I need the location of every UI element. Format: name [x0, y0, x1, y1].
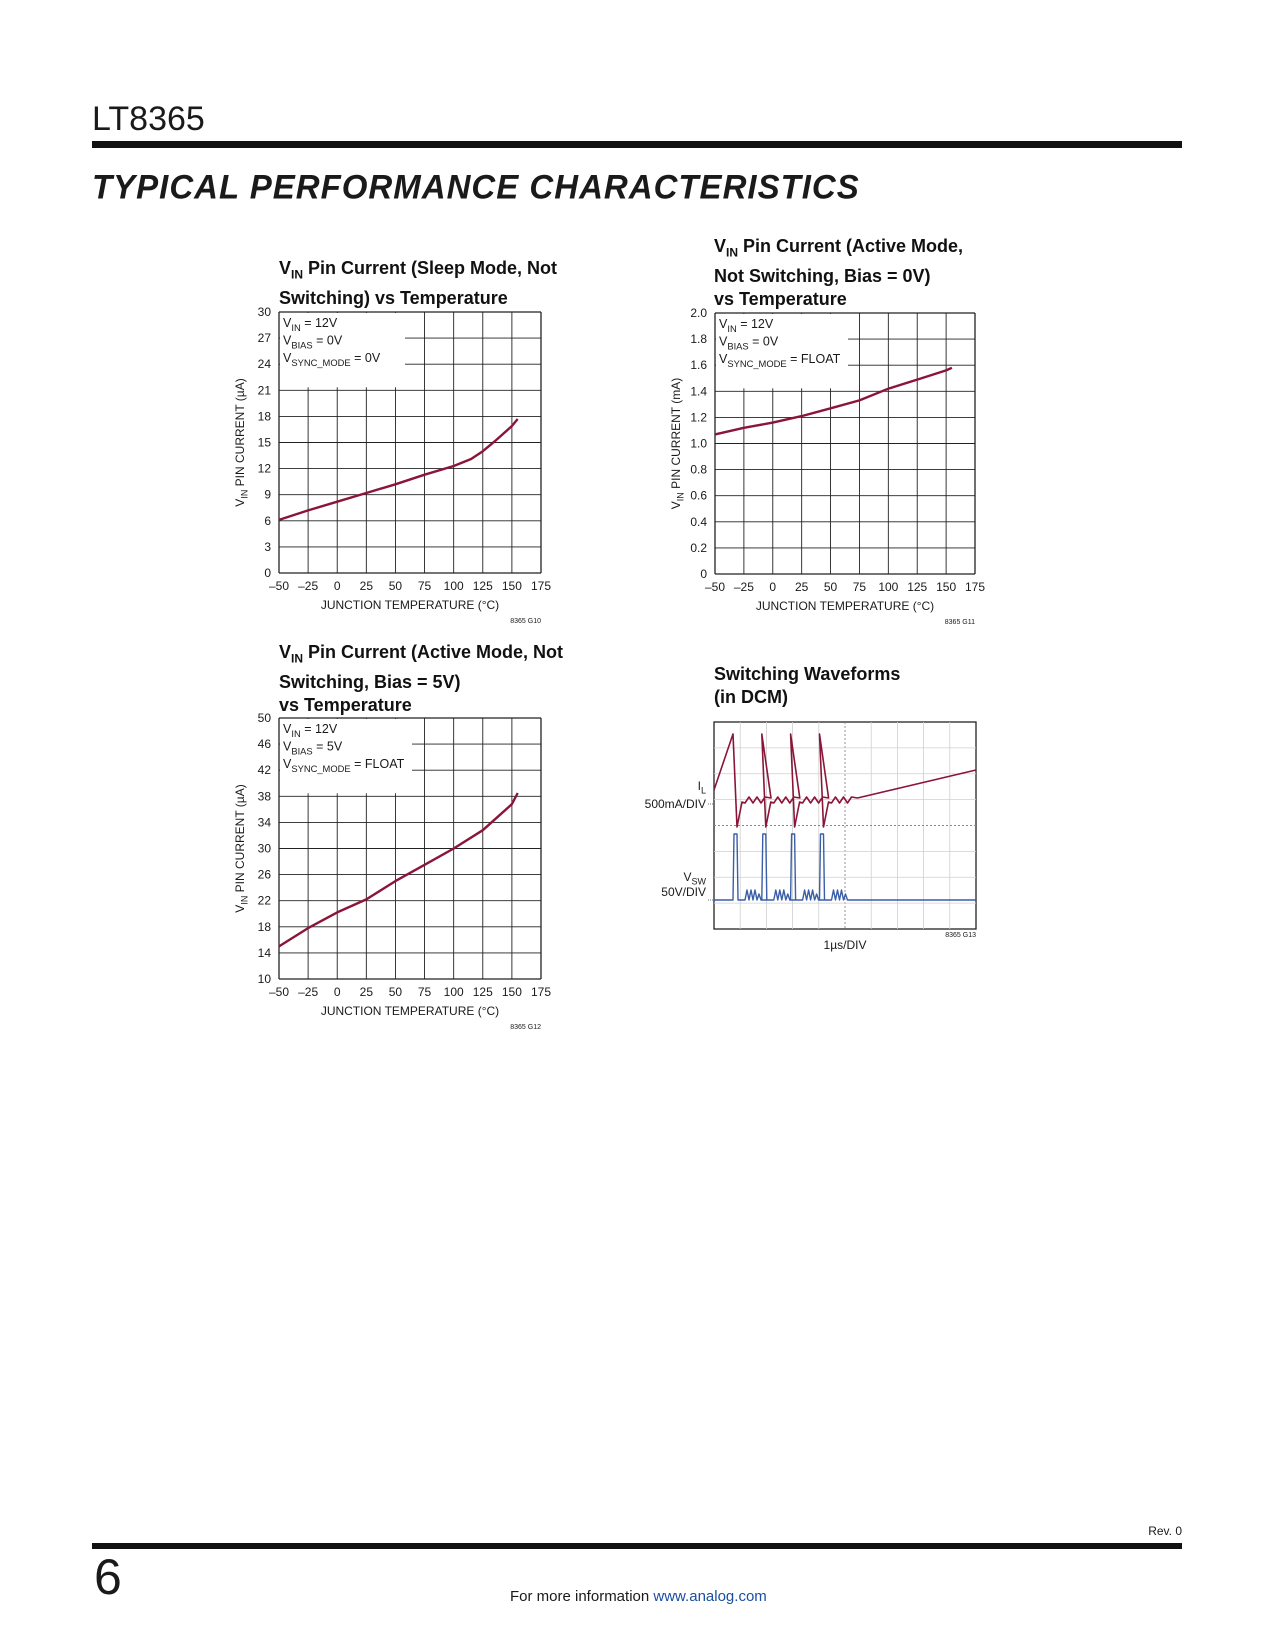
figure-code: 8365 G12 [510, 1024, 541, 1031]
y-tick-label: 2.0 [690, 306, 707, 320]
x-tick-label: –25 [733, 580, 754, 594]
x-tick-label: 125 [472, 985, 493, 999]
x-tick-label: 150 [501, 985, 522, 999]
y-tick-label: 9 [264, 487, 271, 502]
y-axis-label: $V_{IN}$ PIN CURRENT (µA) [233, 784, 250, 913]
y-tick-label: 1.6 [690, 358, 707, 373]
y-tick-label: 30 [257, 841, 271, 856]
footer-info [510, 1588, 767, 1605]
y-tick-label: 22 [257, 893, 271, 908]
x-tick-label: 175 [530, 985, 552, 999]
y-tick-label: 1.0 [690, 436, 707, 451]
data-series-line [279, 793, 518, 946]
x-tick-label: –50 [268, 579, 290, 593]
y-tick-label: 10 [257, 972, 271, 986]
il-scale-label: 500mA/DIV [644, 797, 706, 811]
x-tick-label: –50 [704, 580, 726, 594]
annotation-line: $V_{BIAS} = 0V$ [719, 334, 779, 352]
x-tick-label: 0 [333, 985, 341, 999]
annotation-line: $V_{SYNC\_MODE}$ = FLOAT [283, 757, 405, 774]
x-tick-label: 75 [417, 579, 432, 593]
x-tick-label: 25 [794, 580, 809, 594]
x-tick-label: 150 [501, 579, 522, 593]
footer-info-text: For more information [510, 1588, 654, 1605]
vsw-scale-label: 50V/DIV [661, 885, 706, 899]
figure-code: 8365 G10 [510, 618, 541, 625]
annotation-line: $V_{BIAS} = 5V$ [283, 739, 343, 757]
y-tick-label: 12 [257, 461, 271, 476]
chart-g13 [645, 722, 976, 952]
figure-code: 8365 G11 [944, 619, 975, 626]
y-tick-label: 42 [257, 763, 271, 778]
part-number: LT8365 [92, 100, 205, 138]
annotation-line: $V_{BIAS} = 0V$ [283, 333, 343, 351]
x-tick-label: 75 [417, 985, 432, 999]
y-tick-label: 30 [257, 305, 271, 319]
x-tick-label: 125 [907, 580, 928, 594]
x-tick-label: 150 [936, 580, 957, 594]
y-tick-label: 26 [257, 867, 271, 882]
y-tick-label: 50 [257, 711, 271, 725]
y-tick-label: 24 [257, 357, 271, 372]
x-axis-label: JUNCTION TEMPERATURE (°C) [320, 598, 500, 612]
x-tick-label: 50 [388, 985, 403, 999]
x-tick-label: 25 [359, 985, 374, 999]
chart-g12 [233, 711, 551, 1031]
x-tick-label: –50 [268, 985, 290, 999]
y-tick-label: 6 [264, 513, 271, 528]
il-channel-label: $I_L$ [697, 779, 706, 796]
x-tick-label: 100 [443, 579, 464, 593]
vsw-channel-label: $V_{SW}$ [683, 870, 706, 887]
y-tick-label: 0.4 [690, 514, 707, 529]
chart-title-g11: $V_{IN}$ Pin Current (Active Mode, Not Switching, Bias = 0V) vs Temperature [714, 236, 964, 309]
section-title: TYPICAL PERFORMANCE CHARACTERISTICS [92, 167, 860, 206]
website-link[interactable]: www.analog.com [653, 1588, 767, 1605]
x-tick-label: 0 [769, 580, 777, 594]
x-axis-label: 1µs/DIV [823, 938, 867, 952]
x-tick-label: 25 [359, 579, 374, 593]
y-tick-label: 0.6 [690, 488, 707, 503]
x-tick-label: 175 [530, 579, 552, 593]
annotation-line: $V_{IN} = 12V$ [283, 722, 338, 739]
chart-g10 [233, 305, 551, 625]
y-tick-label: 0.2 [690, 540, 707, 555]
chart-title-g12: $V_{IN}$ Pin Current (Active Mode, Not Switching, Bias = 5V) vs Temperature [279, 642, 564, 715]
x-tick-label: 75 [852, 580, 867, 594]
x-tick-label: 125 [472, 579, 493, 593]
y-tick-label: 34 [257, 815, 271, 830]
y-tick-label: 18 [257, 919, 271, 934]
x-tick-label: 100 [878, 580, 899, 594]
y-tick-label: 1.2 [690, 410, 707, 425]
x-axis-label: JUNCTION TEMPERATURE (°C) [755, 599, 935, 613]
y-tick-label: 0 [700, 567, 707, 581]
y-tick-label: 3 [264, 539, 271, 554]
y-tick-label: 18 [257, 409, 271, 424]
y-tick-label: 46 [257, 737, 271, 752]
x-tick-label: –25 [298, 579, 319, 593]
annotation-line: $V_{IN} = 12V$ [283, 316, 338, 333]
y-tick-label: 0.8 [690, 462, 707, 477]
y-axis-label: $V_{IN}$ PIN CURRENT (mA) [669, 377, 686, 510]
figure-code: 8365 G13 [945, 932, 976, 939]
x-tick-label: 100 [443, 985, 464, 999]
x-tick-label: 175 [964, 580, 986, 594]
y-tick-label: 1.8 [690, 332, 707, 347]
x-tick-label: 0 [333, 579, 341, 593]
x-tick-label: 50 [823, 580, 838, 594]
footer-rule [92, 1543, 1182, 1549]
y-tick-label: 15 [257, 435, 271, 450]
annotation-line: $V_{SYNC\_MODE} = 0V$ [283, 351, 381, 368]
x-tick-label: –25 [298, 985, 319, 999]
data-series-line [279, 419, 518, 520]
y-tick-label: 14 [257, 945, 271, 960]
page-number: 6 [94, 1549, 122, 1605]
chart-g11 [669, 306, 985, 626]
chart-title-g10: $V_{IN}$ Pin Current (Sleep Mode, Not Switching) vs Temperature [279, 258, 558, 308]
annotation-line: $V_{SYNC\_MODE}$ = FLOAT [719, 352, 841, 369]
y-tick-label: 0 [264, 566, 271, 580]
y-tick-label: 1.4 [690, 384, 707, 399]
annotation-line: $V_{IN} = 12V$ [719, 317, 774, 334]
revision-label: Rev. 0 [1148, 1524, 1182, 1538]
x-tick-label: 50 [388, 579, 403, 593]
x-axis-label: JUNCTION TEMPERATURE (°C) [320, 1004, 500, 1018]
y-tick-label: 27 [257, 331, 271, 346]
y-tick-label: 38 [257, 789, 271, 804]
chart-title-g13: Switching Waveforms (in DCM) [714, 664, 901, 707]
y-axis-label: $V_{IN}$ PIN CURRENT (µA) [233, 378, 250, 507]
y-tick-label: 21 [257, 383, 271, 398]
